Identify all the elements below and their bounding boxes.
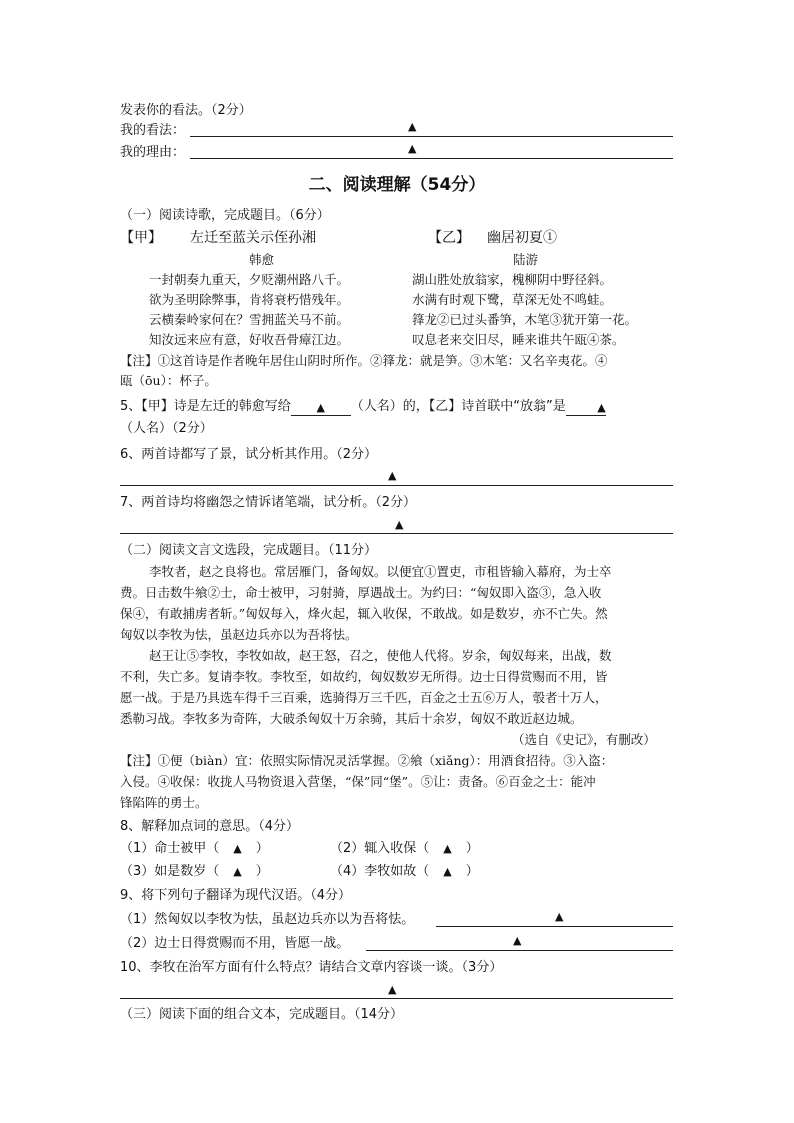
passage-line: 匈奴以李牧为怯，虽赵边兵亦以为吾将怯。 xyxy=(120,627,358,642)
q10-question: 10、李牧在治军方面有什么特点？请结合文章内容谈一谈。（3分） xyxy=(120,960,503,975)
part2-heading: （二）阅读文言文选段，完成题目。（11分） xyxy=(120,543,378,558)
part3-heading: （三）阅读下面的组合文本，完成题目。（14分） xyxy=(120,1007,404,1022)
answer-mark: ▲ xyxy=(408,142,417,155)
q5-blank-2[interactable]: ▲ xyxy=(566,399,606,416)
part1-heading: （一）阅读诗歌，完成题目。（6分） xyxy=(120,208,330,223)
answer-mark: ▲ xyxy=(513,934,522,947)
passage-note: 【注】①便（biàn）宜：依照实际情况灵活掌握。②飨（xiǎng）：用酒食招待。③入盗： xyxy=(120,753,614,768)
q5-line2: （人名）（2分） xyxy=(120,421,213,436)
q8-item-4: （4）李牧如故（ ▲ ） xyxy=(330,864,479,879)
my-reason-label: 我的理由： xyxy=(120,145,186,160)
answer-mark: ▲ xyxy=(388,469,397,482)
passage-line: 不利，失亡多。复请李牧。李牧至，如故约，匈奴数岁无所得。边士日得赏赐而不用，皆 xyxy=(120,669,608,684)
passage-line: 保④，有敢捕虏者斩。”匈奴每入，烽火起，辄入收保，不敢战。如是数岁，亦不亡失。然 xyxy=(120,606,608,621)
q8-item-2: （2）辄入收保（ ▲ ） xyxy=(330,841,479,856)
q7-question: 7、两首诗均将幽怨之情诉诸笔端，试分析。（2分） xyxy=(120,495,417,510)
q8-blank-3[interactable]: ▲ xyxy=(233,865,242,878)
poem-b-line: 叹息老来交旧尽，睡来谁共午瓯④茶。 xyxy=(412,332,625,347)
passage-note: 入侵。④收保：收拢人马物资退入营堡，“保”同“堡”。⑤让：责备。⑥百金之士：能冲 xyxy=(120,774,596,789)
poem-b-line: 湖山胜处放翁家，槐柳阴中野径斜。 xyxy=(412,272,613,287)
answer-mark: ▲ xyxy=(408,120,417,133)
poem-b-tag: 【乙】 xyxy=(428,230,470,246)
passage-line: 愿一战。于是乃具选车得千三百乘，选骑得万三千匹，百金之士五⑥万人，彀者十万人， xyxy=(120,690,608,705)
q9-item-1: （1）然匈奴以李牧为怯，虽赵边兵亦以为吾将怯。 xyxy=(120,912,415,927)
poem-b-line: 水满有时观下鹭，草深无处不鸣蛙。 xyxy=(412,292,613,307)
section-title: 二、阅读理解（54分） xyxy=(308,175,486,195)
passage-line: 悉勒习战。李牧多为奇阵，大破杀匈奴十万余骑，其后十余岁，匈奴不敢近赵边城。 xyxy=(120,711,583,726)
passage-line: 费。日击数牛飨②士，命士被甲，习射骑，厚遇战士。为约曰：“匈奴即入盗③，急入收 xyxy=(120,585,602,600)
answer-mark: ▲ xyxy=(388,983,397,996)
q5-text xyxy=(120,398,606,416)
my-view-label: 我的看法： xyxy=(120,123,186,138)
answer-mark: ▲ xyxy=(555,910,564,923)
poem-a-tag: 【甲】 xyxy=(120,230,162,246)
q6-question: 6、两首诗都写了景，试分析其作用。（2分） xyxy=(120,447,378,462)
poem-b-title: 幽居初夏① xyxy=(487,230,557,246)
poem-a-title: 左迁至蓝关示侄孙湘 xyxy=(190,230,316,246)
q9-question: 9、将下列句子翻译为现代汉语。（4分） xyxy=(120,888,352,903)
q10-answer-line[interactable] xyxy=(120,998,673,999)
q9-answer-line-1[interactable] xyxy=(436,926,673,927)
q8-blank-2[interactable]: ▲ xyxy=(443,842,452,855)
q8-item-3: （3）如是数岁（ ▲ ） xyxy=(120,864,269,879)
poem-a-line: 知汝远来应有意，好收吾骨瘴江边。 xyxy=(149,332,350,347)
poem-a-author: 韩愈 xyxy=(249,252,275,267)
poem-a-line: 欲为圣明除弊事，肯将衰朽惜残年。 xyxy=(149,292,350,307)
q9-item-2: （2）边士日得赏赐而不用，皆愿一战。 xyxy=(120,936,350,951)
q8-question: 8、解释加点词的意思。（4分） xyxy=(120,819,300,834)
q6-answer-line[interactable] xyxy=(120,485,673,486)
poem-note: 【注】①这首诗是作者晚年居住山阴时所作。②箨龙：就是笋。③木笔：又名辛夷花。④ xyxy=(120,353,608,368)
q7-answer-line[interactable] xyxy=(120,533,673,534)
intro-line: 发表你的看法。（2分） xyxy=(120,103,252,118)
q8-item-1: （1）命士被甲（ ▲ ） xyxy=(120,841,269,856)
q9-answer-line-2[interactable] xyxy=(366,950,673,951)
poem-a-line: 云横秦岭家何在？雪拥蓝关马不前。 xyxy=(149,312,350,327)
q5-part2: （人名）的，【乙】诗首联中“放翁”是 xyxy=(350,399,566,414)
answer-mark: ▲ xyxy=(395,518,404,531)
q8-blank-4[interactable]: ▲ xyxy=(443,865,452,878)
poem-b-author: 陆游 xyxy=(513,252,539,267)
poem-a-line: 一封朝奏九重天，夕贬潮州路八千。 xyxy=(149,272,350,287)
my-reason-answer-line[interactable] xyxy=(190,158,673,159)
my-view-answer-line[interactable] xyxy=(190,136,673,137)
q5-blank-1[interactable]: ▲ xyxy=(291,399,351,416)
passage-source: （选自《史记》，有删改） xyxy=(512,732,656,747)
passage-line: 赵王让⑤李牧，李牧如故，赵王怒，召之，使他人代将。岁余，匈奴每来，出战，数 xyxy=(149,648,612,663)
poem-note: 瓯（ōu）：杯子。 xyxy=(120,373,217,388)
poem-b-line: 箨龙②已过头番笋，木笔③犹开第一花。 xyxy=(412,312,638,327)
q5-part1: 5、【甲】诗是左迁的韩愈写给 xyxy=(120,399,291,414)
passage-note: 锋陷阵的勇士。 xyxy=(120,795,208,810)
q8-blank-1[interactable]: ▲ xyxy=(233,842,242,855)
passage-line: 李牧者，赵之良将也。常居雁门，备匈奴。以便宜①置吏，市租皆输入幕府，为士卒 xyxy=(149,564,612,579)
